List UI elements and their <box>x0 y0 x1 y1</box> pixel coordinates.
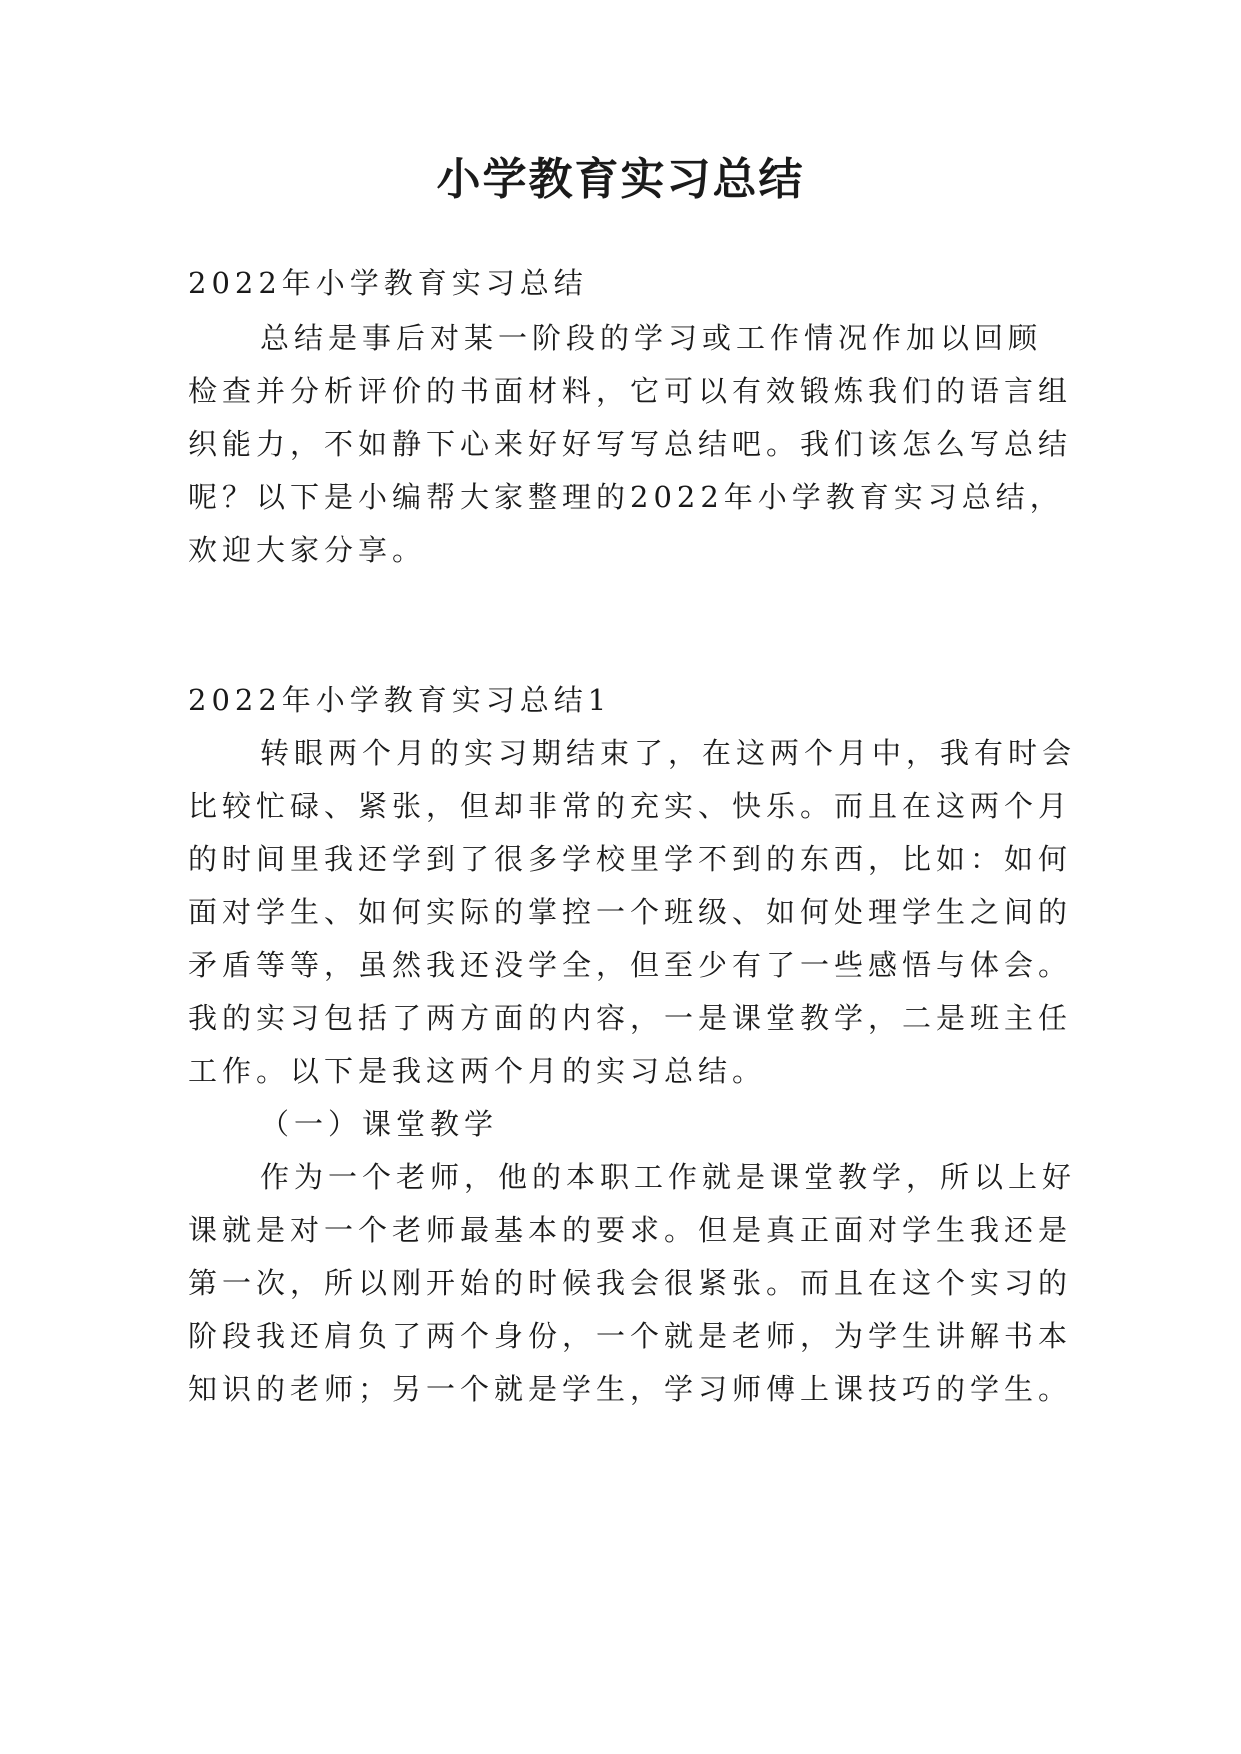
document-title: 小学教育实习总结 <box>436 154 805 205</box>
intro-line: 检查并分析评价的书面材料，它可以有效锻炼我们的语言组 <box>188 374 1073 408</box>
paragraph-line: 课就是对一个老师最基本的要求。但是真正面对学生我还是 <box>188 1213 1073 1247</box>
paragraph-line: 工作。以下是我这两个月的实习总结。 <box>188 1054 767 1088</box>
intro-line: 总结是事后对某一阶段的学习或工作情况作加以回顾 <box>260 321 1043 355</box>
paragraph-line: 我的实习包括了两方面的内容，一是课堂教学，二是班主任 <box>188 1001 1073 1035</box>
paragraph-line: 比较忙碌、紧张，但却非常的充实、快乐。而且在这两个月 <box>188 789 1073 823</box>
intro-line: 欢迎大家分享。 <box>188 533 427 567</box>
intro-line: 织能力，不如静下心来好好写写总结吧。我们该怎么写总结 <box>188 427 1073 461</box>
intro-line: 呢？以下是小编帮大家整理的2022年小学教育实习总结， <box>188 480 1064 514</box>
paragraph-line: 面对学生、如何实际的掌控一个班级、如何处理学生之间的 <box>188 895 1073 929</box>
subtitle: 2022年小学教育实习总结 <box>188 266 588 300</box>
paragraph-line: 第一次，所以刚开始的时候我会很紧张。而且在这个实习的 <box>188 1266 1073 1300</box>
paragraph-line: 矛盾等等，虽然我还没学全，但至少有了一些感悟与体会。 <box>188 948 1073 982</box>
paragraph-line: 转眼两个月的实习期结束了，在这两个月中，我有时会 <box>260 736 1077 770</box>
paragraph-line: 阶段我还肩负了两个身份，一个就是老师，为学生讲解书本 <box>188 1319 1073 1353</box>
paragraph-line: 的时间里我还学到了很多学校里学不到的东西，比如：如何 <box>188 842 1073 876</box>
paragraph-line: 作为一个老师，他的本职工作就是课堂教学，所以上好 <box>260 1160 1077 1194</box>
section-heading: 2022年小学教育实习总结1 <box>188 683 612 717</box>
sub-heading: （一）课堂教学 <box>260 1107 499 1141</box>
paragraph-line: 知识的老师；另一个就是学生，学习师傅上课技巧的学生。 <box>188 1372 1073 1406</box>
